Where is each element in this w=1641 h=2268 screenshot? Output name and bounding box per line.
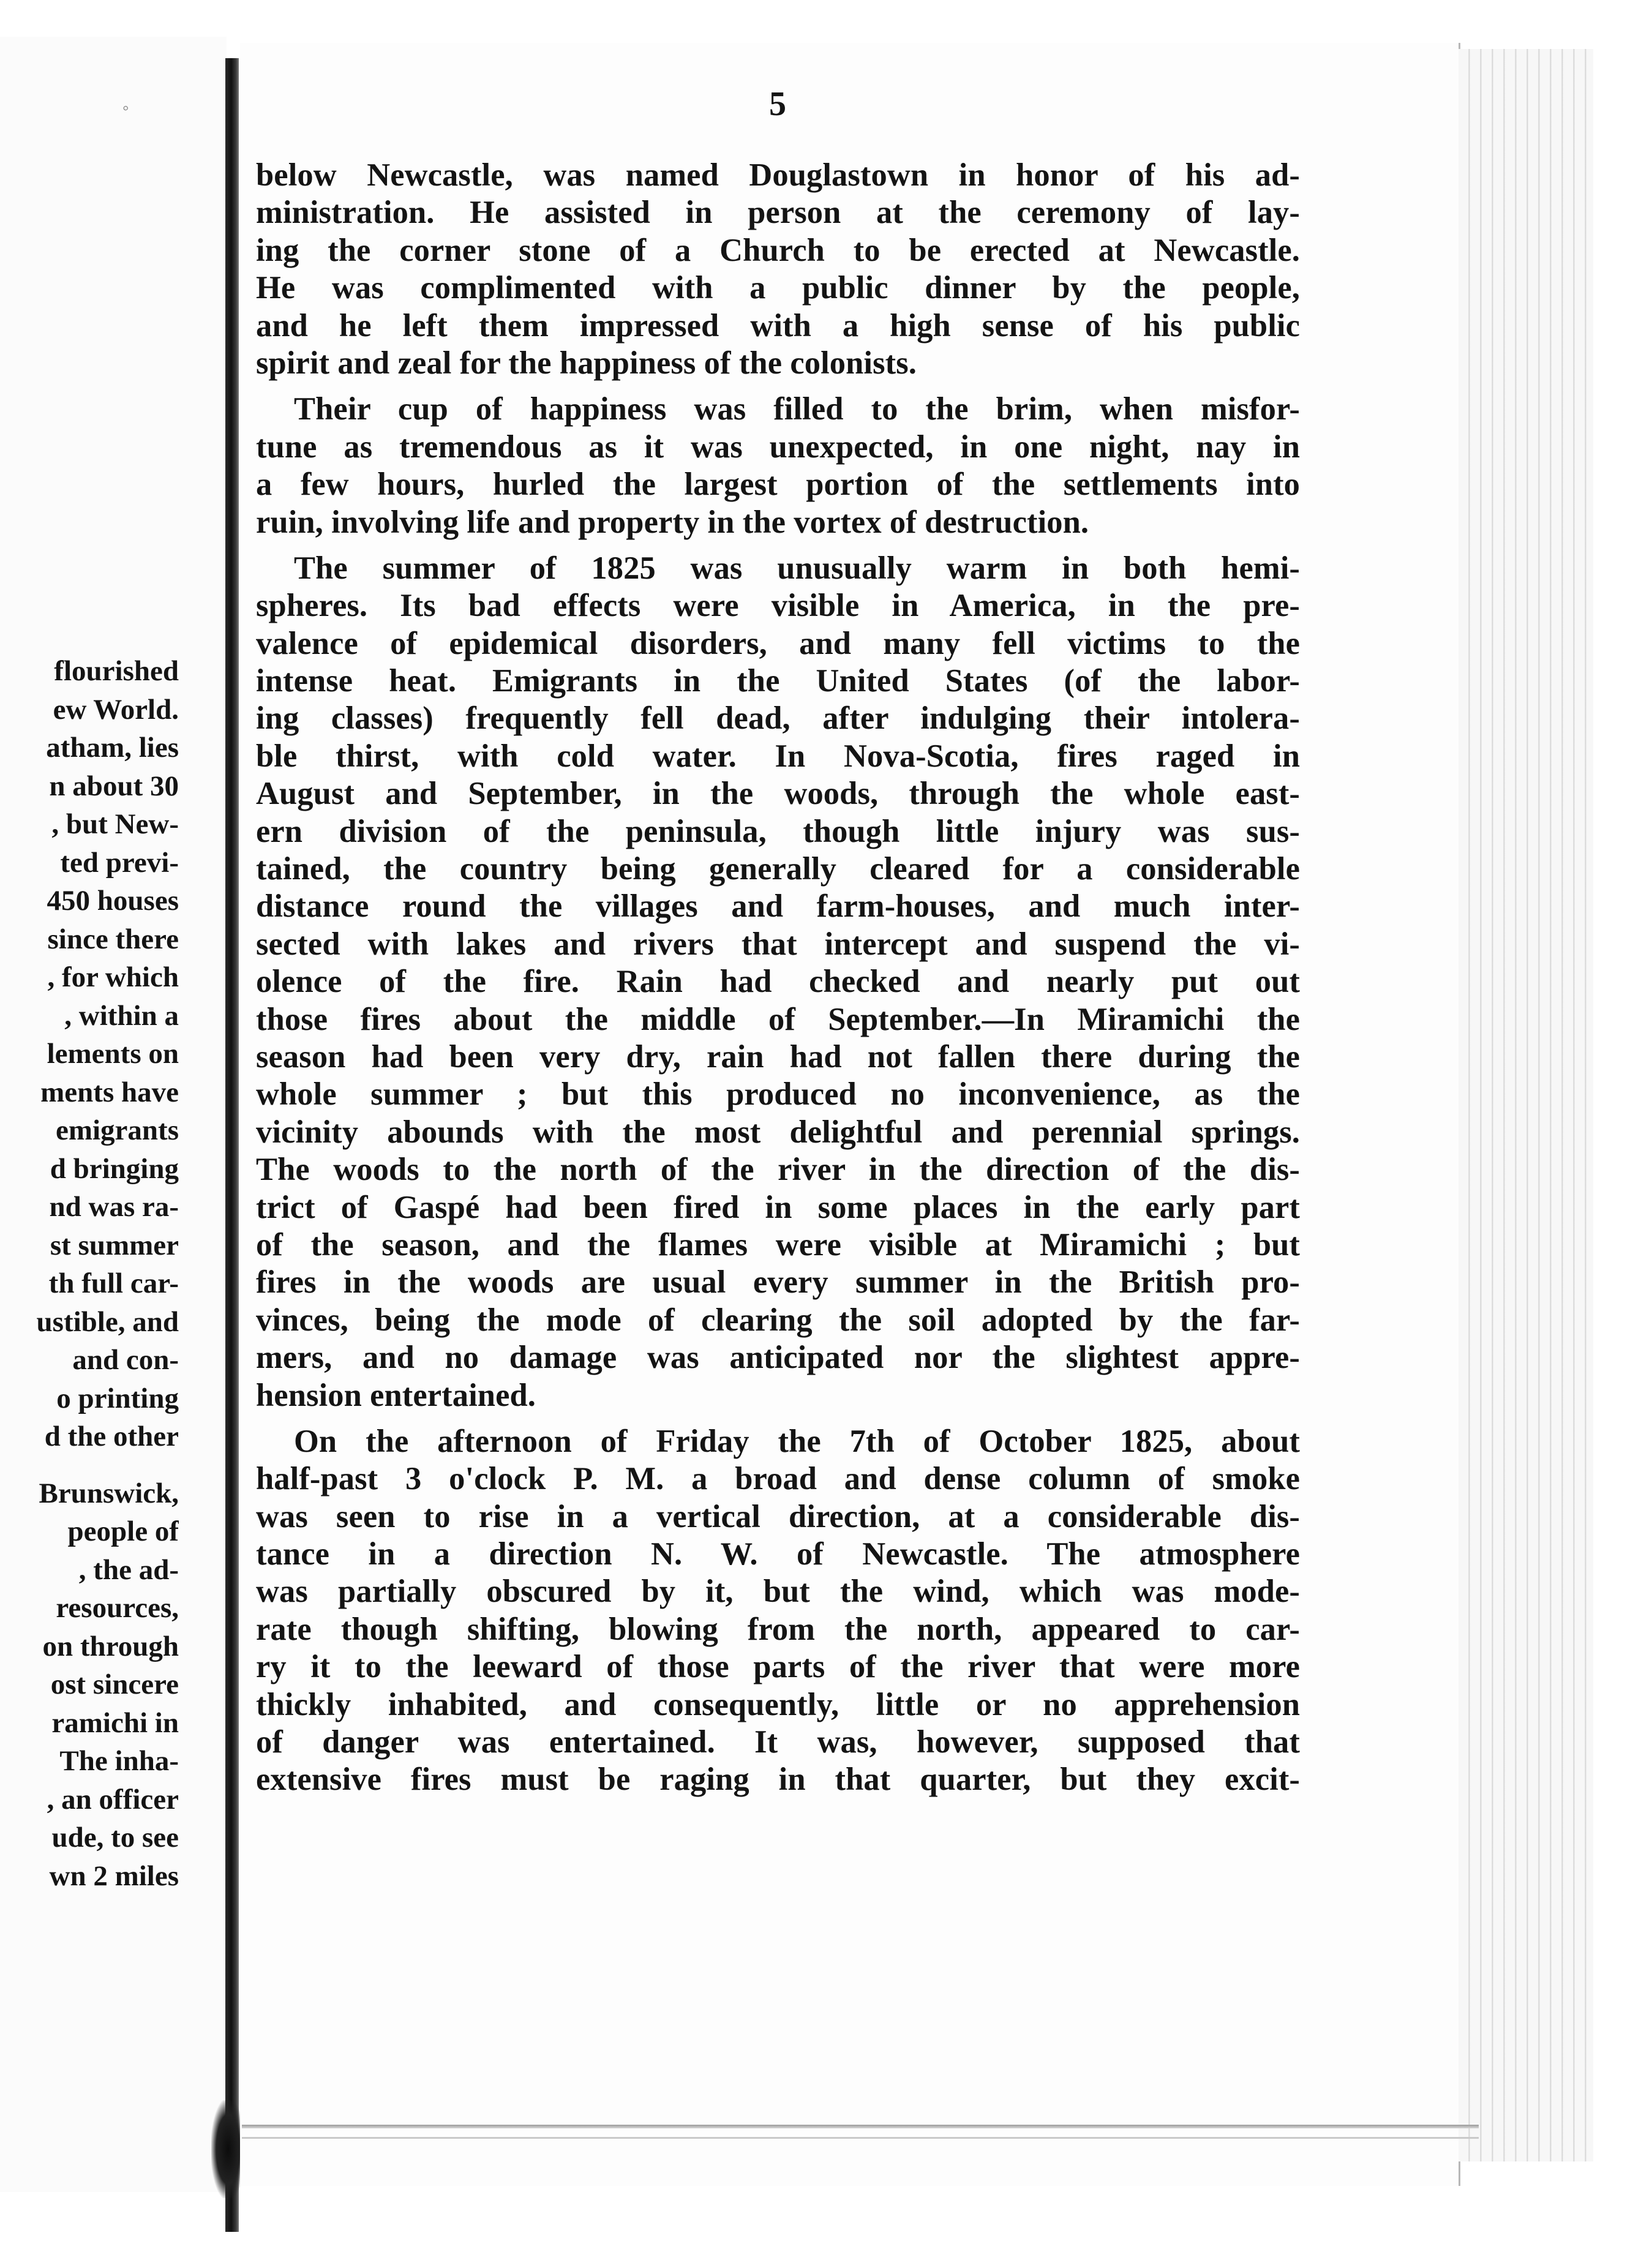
left-page-line: d bringing bbox=[50, 1152, 179, 1185]
text-line: spirit and zeal for the happiness of the colonists. bbox=[256, 345, 917, 381]
book-gutter bbox=[225, 58, 239, 2232]
text-line: spheres. Its bad effects were visible in America, in the pre- bbox=[256, 588, 1300, 624]
left-page-line: lements on bbox=[47, 1038, 179, 1070]
left-page-line: n about 30 bbox=[49, 770, 179, 802]
text-line: The summer of 1825 was unusually warm in both hemi- bbox=[294, 550, 1300, 586]
left-page-line: d the other bbox=[44, 1421, 179, 1452]
left-page-line: Brunswick, bbox=[39, 1477, 179, 1509]
left-page-line: flourished bbox=[54, 655, 179, 687]
text-line: a few hours, hurled the largest portion of the settlements into bbox=[256, 467, 1300, 503]
left-page-line: th full car- bbox=[48, 1267, 179, 1299]
text-line: He was complimented with a public dinner by the people, bbox=[256, 270, 1300, 306]
text-line: tained, the country being generally cleared for a considerable bbox=[256, 851, 1300, 887]
left-page-line: on through bbox=[42, 1630, 179, 1662]
paragraph bbox=[256, 550, 1300, 1414]
text-line: ing classes) frequently fell dead, after indulging their intolera- bbox=[256, 700, 1300, 737]
text-line: Their cup of happiness was filled to the brim, when misfor- bbox=[294, 391, 1300, 427]
left-page-line: , within a bbox=[64, 999, 179, 1032]
text-line: ministration. He assisted in person at the ceremony of lay- bbox=[256, 195, 1300, 231]
paragraph bbox=[256, 157, 1300, 382]
page-stack-edges bbox=[1459, 49, 1593, 2161]
page-body-text bbox=[256, 157, 1300, 1799]
text-line: tance in a direction N. W. of Newcastle. The atmosphere bbox=[256, 1536, 1300, 1572]
text-line: ble thirst, with cold water. In Nova-Scotia, fires raged in bbox=[256, 738, 1300, 774]
left-page-line: nd was ra- bbox=[49, 1191, 179, 1223]
text-line: tune as tremendous as it was unexpected, in one night, nay in bbox=[256, 429, 1300, 465]
text-line: ry it to the leeward of those parts of the river that were more bbox=[256, 1649, 1300, 1685]
text-line: olence of the fire. Rain had checked and nearly put out bbox=[256, 964, 1300, 1000]
text-line: mers, and no damage was anticipated nor the slightest appre- bbox=[256, 1340, 1300, 1376]
left-page-line: o printing bbox=[56, 1382, 179, 1414]
left-page-line: and con- bbox=[72, 1344, 179, 1376]
left-page-line: ramichi in bbox=[51, 1707, 179, 1739]
text-line: was partially obscured by it, but the wind, which was mode- bbox=[256, 1574, 1300, 1610]
text-line: rate though shifting, blowing from the north, appeared to car- bbox=[256, 1611, 1300, 1647]
text-line: ing the corner stone of a Church to be erected at Newcastle. bbox=[256, 232, 1300, 268]
page-mark: ◦ bbox=[122, 98, 129, 118]
left-page-line: ustible, and bbox=[36, 1305, 179, 1338]
page-bottom-edge-shadow bbox=[242, 2137, 1479, 2139]
left-page-edge bbox=[0, 37, 227, 2192]
left-page-line: ude, to see bbox=[51, 1822, 179, 1853]
text-line: was seen to rise in a vertical direction, at a considerable dis- bbox=[256, 1498, 1300, 1534]
text-line: season had been very dry, rain had not fallen there during the bbox=[256, 1038, 1300, 1075]
left-page-line: The inha- bbox=[59, 1745, 179, 1777]
text-line: below Newcastle, was named Douglastown in honor of his ad- bbox=[256, 157, 1300, 193]
text-line: of danger was entertained. It was, however, supposed that bbox=[256, 1724, 1300, 1760]
left-page-line: , for which bbox=[47, 961, 179, 993]
text-line: ern division of the peninsula, though little injury was sus- bbox=[256, 813, 1300, 849]
left-page-line: ments have bbox=[40, 1076, 179, 1108]
text-line: The woods to the north of the river in the direction of the dis- bbox=[256, 1152, 1300, 1188]
paragraph bbox=[256, 1423, 1300, 1799]
text-line: trict of Gaspé had been fired in some places in the early part bbox=[256, 1189, 1300, 1225]
text-line: thickly inhabited, and consequently, little or no apprehension bbox=[256, 1686, 1300, 1722]
text-line: sected with lakes and rivers that intercept and suspend the vi- bbox=[256, 926, 1300, 962]
left-page-line: 450 houses bbox=[47, 885, 179, 917]
left-page-line: , but New- bbox=[51, 808, 179, 840]
text-line: distance round the villages and farm-houses, and much inter- bbox=[256, 888, 1300, 925]
text-line: of the season, and the flames were visible at Miramichi ; but bbox=[256, 1226, 1300, 1263]
left-page-line: emigrants bbox=[55, 1114, 179, 1146]
text-line: those fires about the middle of September.—In Miramichi the bbox=[256, 1001, 1300, 1037]
text-line: vinces, being the mode of clearing the soil adopted by the far- bbox=[256, 1302, 1300, 1338]
left-page-line: ew World. bbox=[53, 693, 179, 726]
text-line: vicinity abounds with the most delightful and perennial springs. bbox=[256, 1114, 1300, 1150]
text-line: and he left them impressed with a high sense of his public bbox=[256, 307, 1300, 344]
page-number: 5 bbox=[769, 85, 786, 123]
text-line: ruin, involving life and property in the vortex of destruction. bbox=[256, 504, 1089, 540]
left-page-line bbox=[0, 1456, 179, 1474]
left-page-line: resources, bbox=[56, 1592, 179, 1624]
text-line: half-past 3 o'clock P. M. a broad and dense column of smoke bbox=[256, 1461, 1300, 1497]
text-line: hension entertained. bbox=[256, 1377, 536, 1413]
text-line: intense heat. Emigrants in the United States (of the labor- bbox=[256, 663, 1300, 699]
left-page-line: wn 2 miles bbox=[49, 1860, 179, 1892]
left-page-line: people of bbox=[67, 1515, 179, 1547]
left-page-line: , the ad- bbox=[78, 1553, 179, 1586]
left-page-line: atham, lies bbox=[46, 732, 179, 764]
left-page-line: ted previ- bbox=[60, 846, 179, 879]
text-line: whole summer ; but this produced no inconvenience, as the bbox=[256, 1076, 1300, 1113]
text-line: extensive fires must be raging in that quarter, but they excit- bbox=[256, 1762, 1300, 1798]
left-page-line: st summer bbox=[50, 1229, 179, 1261]
text-line: On the afternoon of Friday the 7th of October 1825, about bbox=[294, 1423, 1300, 1459]
text-line: valence of epidemical disorders, and many fell victims to the bbox=[256, 625, 1300, 661]
paragraph bbox=[256, 391, 1300, 541]
text-line: fires in the woods are usual every summer in the British pro- bbox=[256, 1264, 1300, 1301]
left-page-line: , an officer bbox=[47, 1783, 179, 1816]
left-page-line: since there bbox=[47, 923, 179, 955]
left-page-text-fragment bbox=[0, 652, 179, 1895]
page-bottom-edge bbox=[242, 2125, 1479, 2128]
text-line: August and September, in the woods, through the whole east- bbox=[256, 776, 1300, 812]
left-page-line: ost sincere bbox=[50, 1669, 179, 1700]
